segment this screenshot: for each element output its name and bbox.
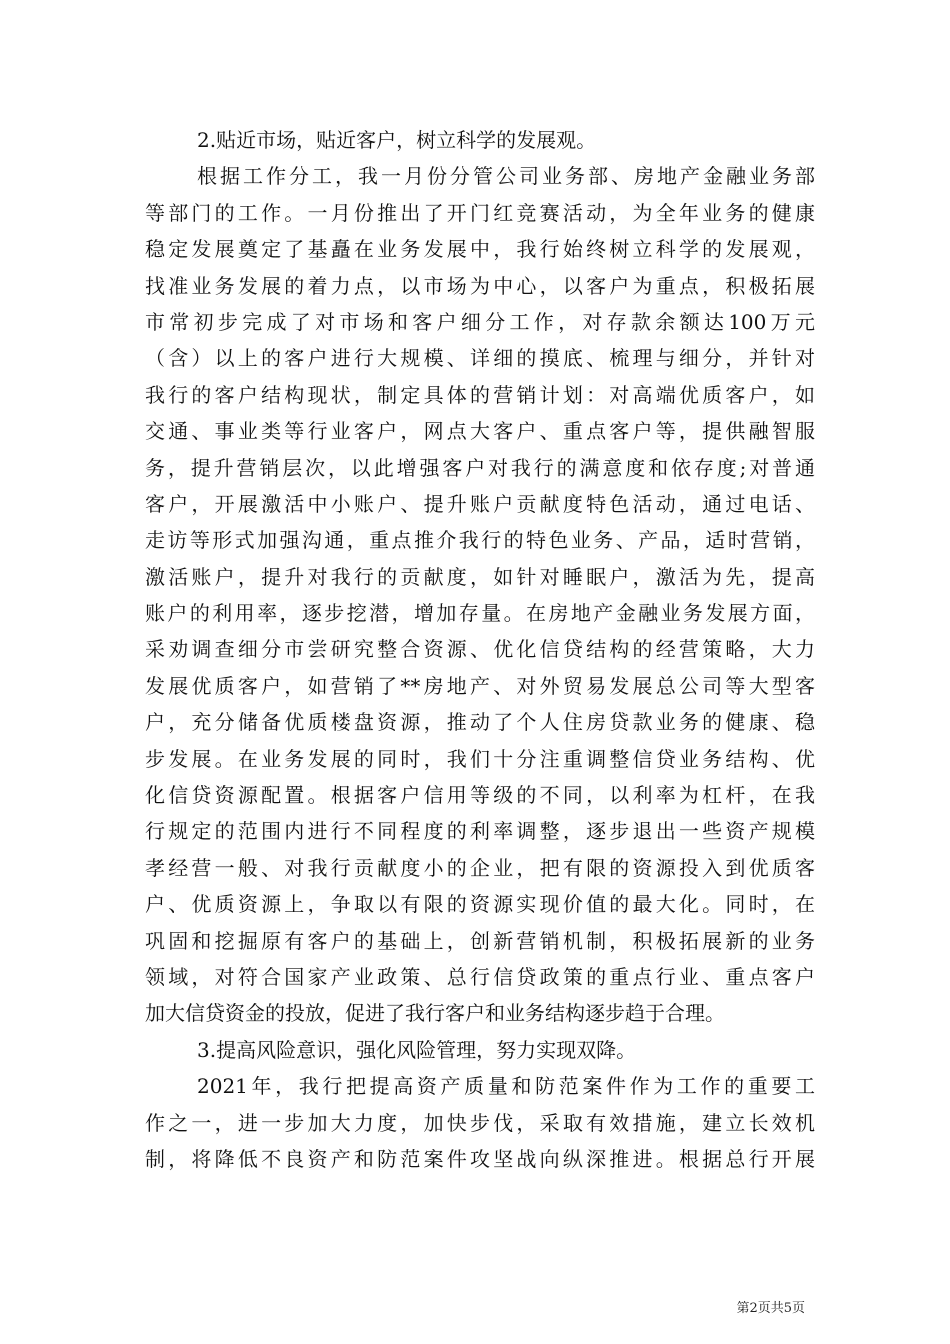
- paragraph-line: 户、优质资源上，争取以有限的资源实现价值的最大化。同时，在: [145, 892, 815, 917]
- paragraph-line: 交通、事业类等行业客户，网点大客户、重点客户等，提供融智服: [145, 419, 815, 444]
- paragraph-line: 激活账户，提升对我行的贡献度，如针对睡眠户，激活为先，提高: [145, 564, 815, 589]
- section-heading-2: 2.贴近市场，贴近客户，树立科学的发展观。: [197, 128, 597, 152]
- paragraph-line: 等部门的工作。一月份推出了开门红竞赛活动，为全年业务的健康: [145, 200, 815, 225]
- document-body: [145, 122, 815, 1177]
- paragraph-line: 我行的客户结构现状，制定具体的营销计划：对高端优质客户，如: [145, 382, 815, 407]
- paragraph-line: 巩固和挖掘原有客户的基础上，创新营销机制，积极拓展新的业务: [145, 928, 815, 953]
- paragraph-line: 领域，对符合国家产业政策、总行信贷政策的重点行业、重点客户: [145, 964, 815, 989]
- paragraph-line: 务，提升营销层次，以此增强客户对我行的满意度和依存度;对普通: [145, 455, 815, 480]
- paragraph-line: 稳定发展奠定了基矗在业务发展中，我行始终树立科学的发展观，: [145, 237, 815, 262]
- page-number: 第2页共5页: [736, 1301, 805, 1316]
- paragraph-line: 走访等形式加强沟通，重点推介我行的特色业务、产品，适时营销，: [145, 528, 815, 553]
- paragraph-line: 找准业务发展的着力点，以市场为中心，以客户为重点，积极拓展: [145, 273, 815, 298]
- paragraph-line: 加大信贷资金的投放，促进了我行客户和业务结构逐步趋于合理。: [145, 1001, 725, 1026]
- paragraph-line: 行规定的范围内进行不同程度的利率调整，逐步退出一些资产规模: [145, 819, 815, 844]
- paragraph-line: 2021年，我行把提高资产质量和防范案件作为工作的重要工: [197, 1074, 815, 1099]
- paragraph-line: 市常初步完成了对市场和客户细分工作，对存款余额达100万元: [145, 309, 815, 334]
- paragraph-line: 发展优质客户，如营销了**房地产、对外贸易发展总公司等大型客: [145, 673, 815, 698]
- paragraph-line: 制，将降低不良资产和防范案件攻坚战向纵深推进。根据总行开展: [145, 1146, 815, 1171]
- paragraph-line: 根据工作分工，我一月份分管公司业务部、房地产金融业务部: [197, 164, 815, 189]
- paragraph-line: （含）以上的客户进行大规模、详细的摸底、梳理与细分，并针对: [145, 346, 815, 371]
- paragraph-line: 化信贷资源配置。根据客户信用等级的不同，以利率为杠杆，在我: [145, 783, 815, 808]
- paragraph-line: 客户，开展激活中小账户、提升账户贡献度特色活动，通过电话、: [145, 491, 815, 516]
- paragraph-line: 采劝调查细分市尝研究整合资源、优化信贷结构的经营策略，大力: [145, 637, 815, 662]
- paragraph-line: 账户的利用率，逐步挖潜，增加存量。在房地产金融业务发展方面，: [145, 601, 815, 626]
- paragraph-line: 户，充分储备优质楼盘资源，推动了个人住房贷款业务的健康、稳: [145, 710, 815, 735]
- paragraph-line: 作之一，进一步加大力度，加快步伐，采取有效措施，建立长效机: [145, 1110, 815, 1135]
- paragraph-line: 步发展。在业务发展的同时，我们十分注重调整信贷业务结构、优: [145, 746, 815, 771]
- section-heading-3: 3.提高风险意识，强化风险管理，努力实现双降。: [197, 1037, 637, 1062]
- paragraph-line: 孝经营一般、对我行贡献度小的企业，把有限的资源投入到优质客: [145, 855, 815, 880]
